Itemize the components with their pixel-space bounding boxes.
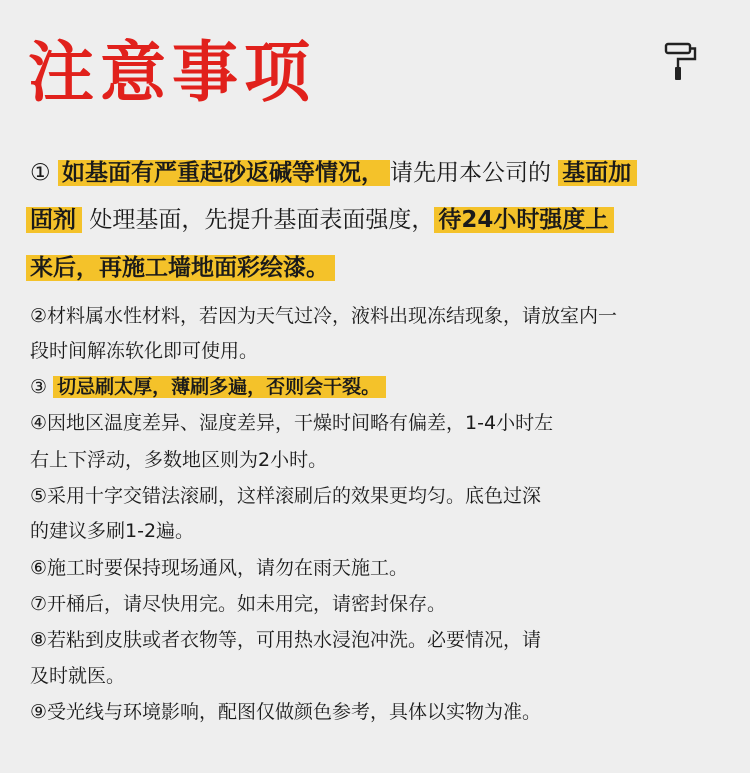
- item-4-line-2: 右上下浮动，多数地区则为2小时。: [30, 449, 328, 471]
- paint-roller-icon: [664, 42, 698, 82]
- item-5-line-2: 的建议多刷1-2遍。: [30, 520, 195, 542]
- item-1-highlight-a: 如基面有严重起砂返碱等情况，: [58, 160, 390, 186]
- item-2-line-2: 段时间解冻软化即可使用。: [30, 340, 259, 362]
- item-1-line-2: [26, 197, 614, 243]
- item-4-line-1: ④因地区温度差异、湿度差异，干燥时间略有偏差，1-4小时左: [30, 412, 554, 434]
- item-1-text-e: 处理基面，先提升基面表面强度，: [89, 207, 435, 233]
- item-1-highlight-d: 固剂: [26, 207, 82, 233]
- item-6-line-1: ⑥施工时要保持现场通风，请勿在雨天施工。: [30, 557, 409, 579]
- item-1-highlight-c: 基面加: [558, 160, 637, 186]
- item-8-line-2: 及时就医。: [30, 665, 126, 687]
- item-1-text-b: 请先用本公司的: [389, 160, 551, 186]
- item-3-number: ③: [30, 376, 48, 398]
- item-7-line-1: ⑦开桶后，请尽快用完。如未用完，请密封保存。: [30, 593, 447, 615]
- item-3-line: [30, 370, 386, 404]
- item-3-highlight: 切忌刷太厚，薄刷多遍，否则会干裂。: [53, 376, 386, 398]
- item-1-number: ①: [30, 160, 51, 186]
- item-2-line-1: ②材料属水性材料，若因为天气过冷，液料出现冻结现象，请放室内一: [30, 305, 618, 327]
- page-title: 注意事项: [28, 34, 316, 111]
- item-9-line-1: ⑨受光线与环境影响，配图仅做颜色参考，具体以实物为准。: [30, 701, 542, 723]
- item-1-line-3: [26, 245, 335, 291]
- item-1-line-1: [30, 150, 637, 196]
- item-8-line-1: ⑧若粘到皮肤或者衣物等，可用热水浸泡冲洗。必要情况，请: [30, 629, 542, 651]
- item-1-highlight-g: 来后，再施工墙地面彩绘漆。: [26, 255, 335, 281]
- item-1-highlight-f: 待24小时强度上: [434, 207, 614, 233]
- item-5-line-1: ⑤采用十字交错法滚刷，这样滚刷后的效果更均匀。底色过深: [30, 485, 542, 507]
